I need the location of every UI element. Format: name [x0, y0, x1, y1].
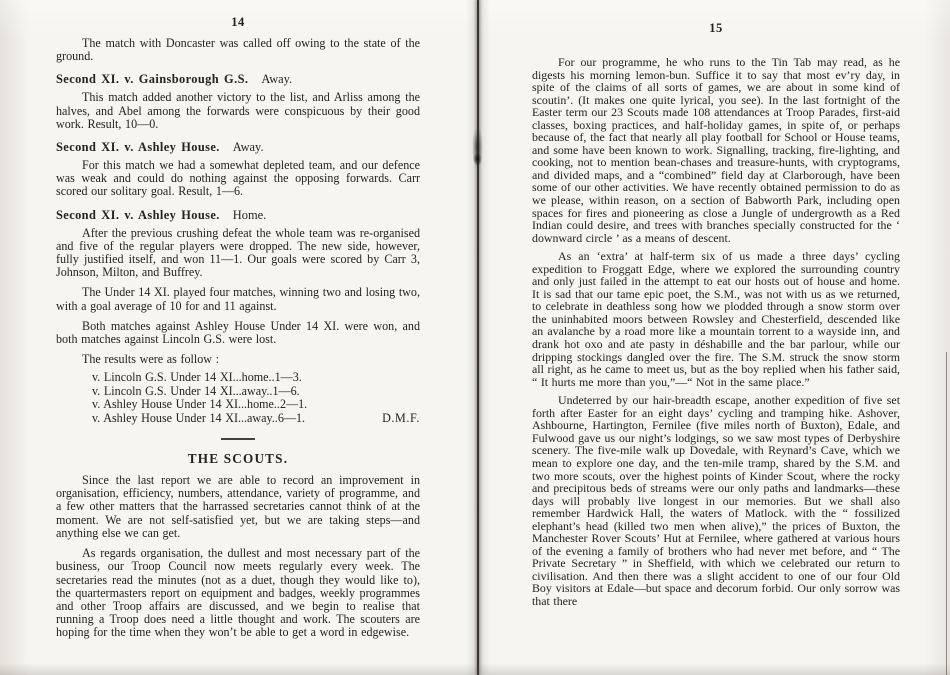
page-number-right: 15 — [709, 21, 723, 35]
page-edge-crease — [946, 352, 947, 675]
match-heading-gainsborough — [56, 72, 420, 87]
under14-summary-paragraph: The Under 14 XI. played four matches, winning two and losing two, with a goal average of 10 for and 11 against. — [56, 285, 420, 313]
under14-matches-paragraph: Both matches against Ashley House Under 14 XI. were won, and both matches against Lincoln G.S. were lost. — [56, 318, 420, 347]
results-intro: The results were as follow : — [82, 352, 219, 367]
page-number-left: 14 — [231, 15, 245, 29]
result-item: v. Lincoln G.S. Under 14 XI...away..1—6. — [92, 383, 300, 398]
match-heading-ashley-away — [56, 140, 420, 155]
match-title: Second XI. v. Ashley House. — [56, 140, 220, 155]
match-title: Second XI. v. Ashley House. — [56, 207, 220, 222]
match-report: For this match we had a somewhat depleted team, and our defence was weak and could do nothing against the opposing forwards. Carr scored our solitary goal. Result, 1—6. — [56, 158, 420, 199]
match-venue: Away. — [261, 72, 293, 87]
froggatt-expedition-paragraph: As an ‘extra’ at half-term six of us made a three days’ cycling expedition to Froggatt Edge, where we explored the surrounding country and only just failed in the attempt to eat our hosts out of house and home. It is sad that our tame epic poet, the S.M., was not with us as we returned, to celebrate in deathless song how we plodded through a snow storm over the uninhabited moors between Rowsley and Chesterfield, descended like an avalanche by a road more like a mountain torrent to a wayside inn, and drank hot oxo and ate pasty in déshabille and the bar parlour, while our dripping stockings dangled over the fire. The S.M. struck the snow storm all right, as he came to meet us, but as the boy replied when his father said, “ It hurts me more than you,”—“ Not in the same place.” — [532, 249, 900, 389]
scouts-programme-paragraph: For our programme, he who runs to the Tin Tab may read, as he digests his morning lemon-bun. Suffice it to say that most ev’ry day, in spite of the claims of all sorts of games, we are about in some kind of scoutin’. (It makes one quite lyrical, you see). In the last fortnight of the Easter term our 23 Scouts made 108 attendances at Troop Parades, first-aid classes, boxing practices, and half-holiday games, in spite of, or perhaps because of, the fact that nearly all play football for School or House teams, and some have been known to work. Signalling, tracking, fire-lighting, and cooking, not to mention bean-chases and treasure-hunts, with cryptograms, and divided maps, and a “combined” field day at Clarborough, have been some of our other activities. We have recently obtained permission to do as we please, within reason, on a section of Babworth Park, including open spaces for fires and pioneering as close a Jungle of undergrowth as a Red Indian could desire, and trees with branches specially constructed for the ‘ downward circle ’ as a means of descent. — [532, 55, 900, 245]
result-item: v. Ashley House Under 14 XI...away..6—1. — [92, 410, 306, 425]
result-item: v. Ashley House Under 14 XI...home..2—1. — [92, 397, 308, 412]
match-report: After the previous crushing defeat the whole team was re-organised and five of the regular players were dropped. The new side, however, fully justified itself, and won 11—1. Our goals were scored by Carr 3, Johnson, Milton, and Buffrey. — [56, 225, 420, 280]
bottom-scan-shadow — [0, 663, 950, 675]
match-venue: Home. — [232, 207, 267, 222]
section-divider-rule — [221, 438, 255, 440]
result-item-with-signature — [92, 412, 420, 425]
doncaster-paragraph: The match with Doncaster was called off owing to the state of the ground. — [56, 36, 420, 64]
page-14 — [56, 15, 420, 640]
results-list — [92, 371, 420, 425]
easter-hike-paragraph: Undeterred by our hair-breadth escape, another expedition of five set forth after Easter for an eight days’ cycling and tramping hike. Ashover, Ashbourne, Hartington, Fernilee (five miles north of Buxton), Edale, and Fulwood gave us our night’s lodgings, so we saw most types of Derbyshire scenery. The five-mile walk up Dovedale, with Reynard’s Cave, which we mean to explore one day, and the ten-mile tramp, shared by the S.M. and two more scouts, over the highest points of Kinder Scout, where the rocky and precipitous beds of streams were our only paths and landmarks—these days will probably live longest in our memories. But we shall also remember Hardwick Hall, the waters of Matlock. with the “ fossilized elephant’s head (killed two men when alive),” the prices of Buxton, the Manchester Rover Scouts’ Hut at Fernilee, where gathered at various hours of the evening a family of brothers who had never met before, and “ The Private Secretary ” in Sheffield, with which we celebrated our return to civilisation. And then there was a slight accident to one of our four Old Boy visitors at Edale—but space and decorum forbid. Our only sorrow was that there — [532, 393, 900, 608]
scouts-paragraph: As regards organisation, the dullest and most necessary part of the business, our Troop Council now meets regularly every week. The secretaries read the minutes (not as a duet, though they would like to), the quartermasters report on equipment and badges, weekly programmes and other Troop affairs are discussed, and we begin to realise that running a Troop does need a little thought and work. The scouters are hoping for the time when they won’t be able to get a word in edgewise. — [56, 546, 420, 640]
match-venue: Away. — [232, 140, 264, 155]
match-title: Second XI. v. Gainsborough G.S. — [56, 72, 249, 87]
match-report: This match added another victory to the list, and Arliss among the halves, and Abel among the forwards were conspicuous by their good work. Result, 10—0. — [56, 90, 420, 131]
binding-gutter-line — [477, 0, 479, 675]
author-initials: D.M.F. — [382, 410, 420, 425]
binding-ink-blot — [473, 152, 482, 166]
match-heading-ashley-home — [56, 208, 420, 223]
scouts-section-heading: THE SCOUTS. — [187, 451, 289, 467]
page-15 — [532, 21, 900, 608]
scouts-paragraph: Since the last report we are able to record an improvement in organisation, efficiency, numbers, attendance, variety of programme, and a few other matters that the harrassed secretaries cannot think of at the moment. We are not self-satisfied yet, but we are taking steps—and anything else we can get. — [56, 473, 420, 540]
result-item: v. Lincoln G.S. Under 14 XI...home..1—3. — [92, 370, 302, 385]
